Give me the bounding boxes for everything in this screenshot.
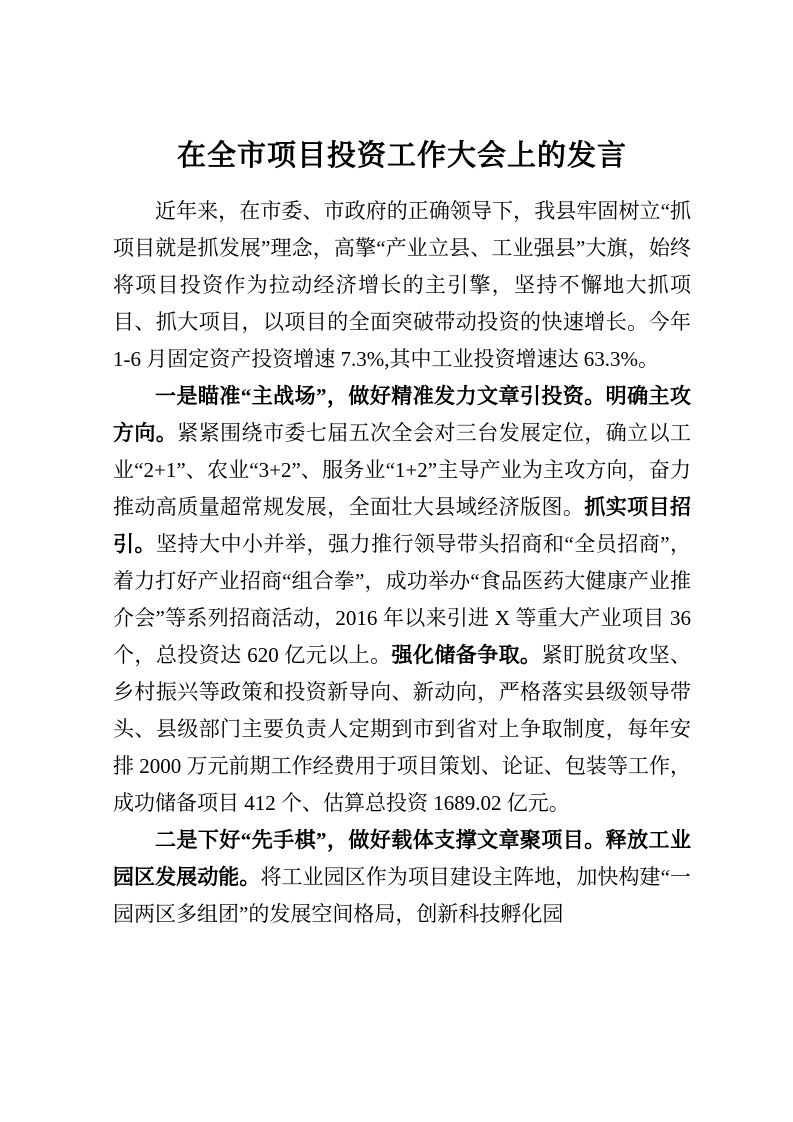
paragraph [113, 193, 691, 378]
text-run: 紧盯脱贫攻坚、乡村振兴等政策和投资新导向、新动向，严格落实县级领导带头、县级部门主要负责人定期到市到省对上争取制度，每年安排 2000 万元前期工作经费用于项目策划、论证、包装等工作，成功储备项目 412 个、估算总投资 1689.02 亿元。 [113, 643, 692, 815]
text-run: 紧紧围绕市委七届五次全会对三台发展定位，确立以工业“2+1”、农业“3+2”、服务业“1+2”主导产业为主攻方向，奋力推动高质量超常规发展，全面壮大县域经济版图。 [113, 421, 692, 519]
text-run-bold: 抓实项目招引。 [113, 495, 692, 556]
text-run-bold: 强化储备争取。 [391, 643, 542, 667]
paragraph [113, 378, 691, 822]
document-body [113, 193, 691, 933]
text-run-bold: 二是下好“先手棋”，做好载体支撑文章聚项目。释放工业园区发展动能。 [113, 828, 691, 889]
text-run-bold: 一是瞄准“主战场”，做好精准发力文章引投资。明确主攻方向。 [113, 384, 691, 445]
text-run: 坚持大中小并举，强力推行领导带头招商和“全员招商”，着力打好产业招商“组合拳”，成功举办“食品医药大健康产业推介会”等系列招商活动，2016 年以来引进 X 等重大产业项目 36 个，总投资达 620 亿元以上。 [113, 532, 692, 667]
text-run: 近年来，在市委、市政府的正确领导下，我县牢固树立“抓项目就是抓发展”理念，高擎“产业立县、工业强县”大旗，始终将项目投资作为拉动经济增长的主引擎，坚持不懈地大抓项目、抓大项目，以项目的全面突破带动投资的快速增长。今年 1-6 月固定资产投资增速 7.3%,其中工业投资增速达 63.3%。 [113, 199, 691, 371]
document-content [113, 131, 691, 933]
document-title: 在全市项目投资工作大会上的发言 [176, 138, 627, 172]
paragraph [113, 822, 691, 933]
text-run: 将工业园区作为项目建设主阵地，加快构建“一园两区多组团”的发展空间格局，创新科技孵化园 [113, 865, 691, 926]
